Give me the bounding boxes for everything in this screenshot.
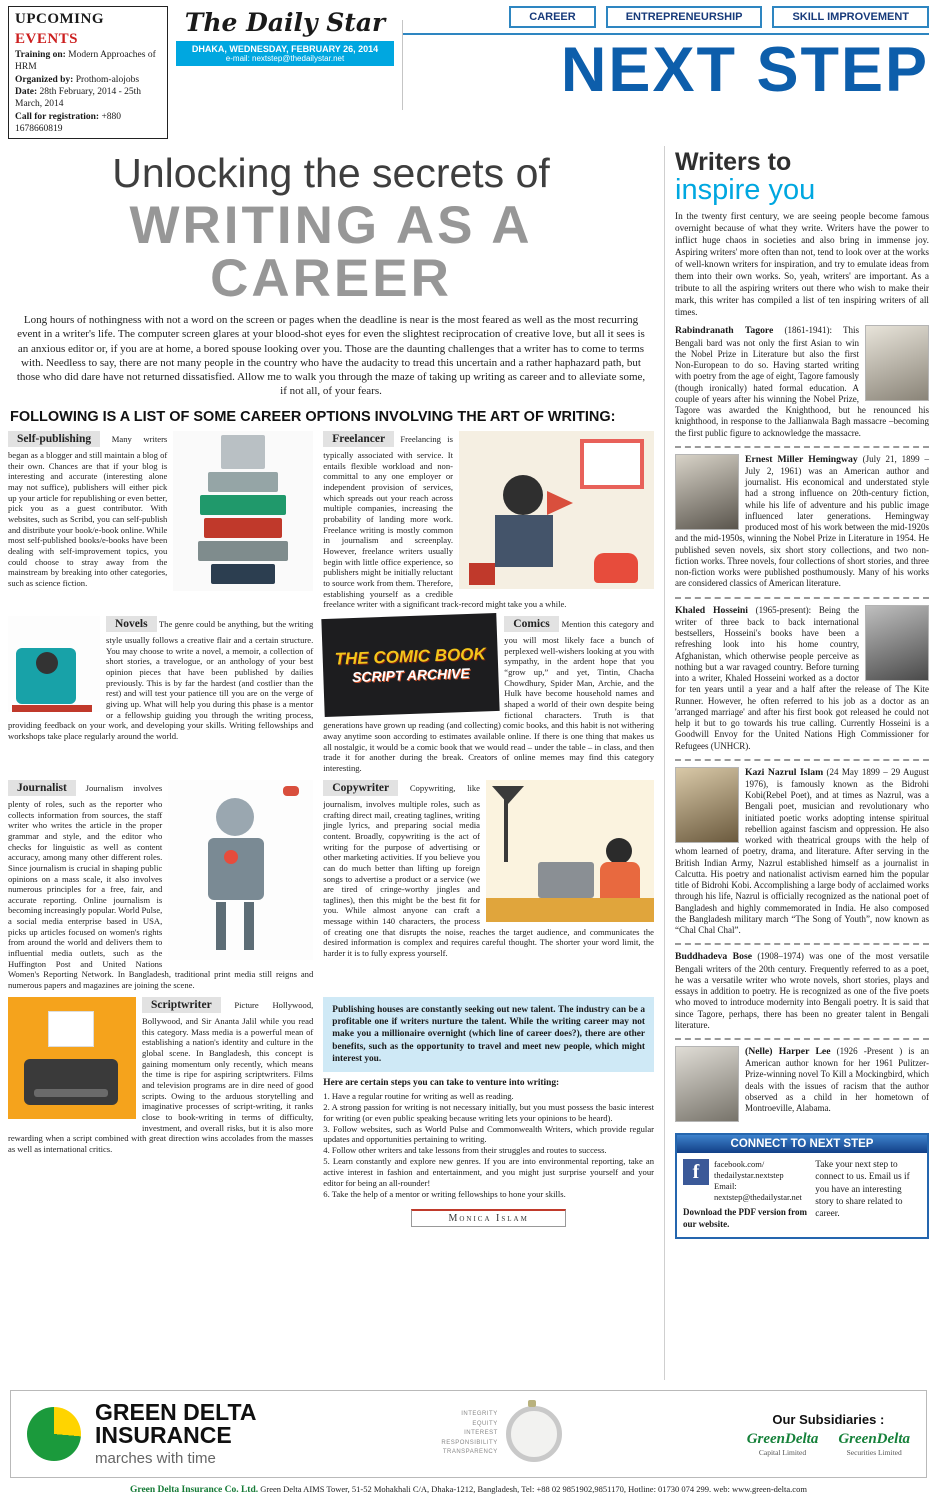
typewriter-paper — [48, 1011, 94, 1047]
highlight-box: Publishing houses are constantly seeking out new talent. The industry can be a profitable one if writers nurture the talent. While the writing career may not make you a millionaire overnight (which line of career does?), there are other benefits, such as the opportunity to travel and meet new people, which might interest you. — [323, 997, 654, 1072]
dashed-divider — [675, 759, 929, 761]
ad-brand-line2: INSURANCE — [95, 1422, 232, 1448]
ad-tagline: marches with time — [95, 1450, 216, 1467]
sections-row-2 — [8, 616, 654, 774]
robot-journalist-body — [208, 838, 264, 900]
inspire-title-line1: Writers to — [675, 148, 792, 176]
upcoming-events-box — [8, 6, 168, 139]
section-title: Freelancer — [323, 431, 394, 447]
laptop — [538, 862, 594, 898]
harper-lee-photo — [675, 1046, 739, 1122]
writer-entry-hemingway — [675, 454, 929, 590]
inspire-intro: In the twenty first century, we are seeing people become famous overnight because of what they write. Writers have the power to inflict huge chaos in societies and also bring in immense joy. Aspiring writers' more often than not, tend to look over at the works of well-known writers for inspiration, and try to emulate ideas from them into their own works. So, yeah, writers' are important. As a tribute to all the aspiring writers out there who wish to make their mark, this writer has compiled a list of ten inspiring writers of all times. — [675, 212, 929, 318]
subsidiary-securities — [838, 1431, 910, 1457]
daily-star-logo: The Daily Star — [184, 8, 386, 37]
comic-title-line2: SCRIPT ARCHIVE — [352, 664, 471, 685]
event-text: Modern Approaches of HRM — [15, 50, 156, 73]
events-title-events: EVENTS — [15, 30, 79, 47]
book-stack — [12, 705, 92, 712]
pocket-watch-icon — [506, 1406, 562, 1462]
ad-brand-line1: GREEN DELTA — [95, 1399, 257, 1425]
events-title-upcoming: UPCOMING — [15, 11, 104, 27]
writer-name: Buddhadeva Bose — [675, 951, 753, 963]
section-freelancer — [323, 431, 654, 610]
writer-dates: (1908–1974) — [752, 951, 810, 962]
event-label: Training on: — [15, 50, 66, 60]
step-item: 2. A strong passion for writing is not necessary initially, but you must possess the basic interest for writing (or even public speaking because writing lets your opinions to be heard). — [323, 1101, 654, 1123]
subsidiary-name: GreenDelta — [838, 1430, 910, 1447]
event-text: 28th February, 2014 - 25th March, 2014 — [15, 87, 142, 110]
event-line — [15, 111, 161, 136]
writer-dates: (July 21, 1899 – July 2, 1961) — [745, 453, 929, 476]
freelancer-shirt — [495, 515, 553, 567]
footer-website[interactable]: www.green-delta.com — [731, 1484, 807, 1494]
subsidiary-subtitle: Capital Limited — [758, 1447, 807, 1457]
copywriter-body — [600, 862, 640, 898]
subsidiaries-label: Our Subsidiaries : — [772, 1411, 885, 1427]
section-body: Mention this category and you will most likely face a bunch of perplexed well-wishers looking at you with sympathy, in the ardent hope that you “grow up,” and yet, Tintin, Chacha Chowdhury, Spider Man, Archie, and the Hulk have become household names and shaped a world of their own despite being fictional characters. Truth is that generations have grown up reading (and collecting) comic books, and this habit is not withering away anytime soon according to estimates available online. If there is one thing that makes us all nostalgic, it would be a comic book that we would read – under the table – in class, and then trade it for another during the break. Creators of online memes may find this category interesting. — [323, 618, 654, 773]
section-comics — [323, 616, 654, 774]
event-line — [15, 86, 161, 111]
comic-title-line1: THE COMIC BOOK — [334, 644, 487, 669]
section-novels — [8, 616, 313, 774]
footer-address: Green Delta AIMS Tower, 51-52 Mohakhali C/A, Dhaka-1212, Bangladesh, Tel: +88 02 9851902,9851170, Hotline: 01730 074 299. web: — [258, 1484, 732, 1494]
robot-body-part — [204, 518, 282, 538]
writer-dates: (24 May 1899 – 29 August 1976), — [745, 766, 929, 789]
robot-head — [221, 435, 265, 469]
watch-word: INTEREST — [464, 1430, 498, 1437]
section-title: Novels — [106, 616, 157, 632]
typewriter — [24, 1059, 118, 1105]
robot-heart — [224, 850, 238, 864]
facebook-icon: f — [683, 1159, 709, 1185]
step-item: 5. Learn constantly and explore new genres. If you are into environmental reporting, take an active interest in fashion and entertainment, and you might just surprise yourself and your editor for being an all-rounder! — [323, 1156, 654, 1188]
robot-body-part — [208, 472, 278, 492]
subsidiary-name: GreenDelta — [746, 1430, 819, 1447]
section-journalist — [8, 780, 313, 991]
watch-crown — [528, 1400, 536, 1407]
writer-name: Kazi Nazrul Islam — [745, 766, 824, 778]
connect-right-text: Take your next step to connect to us. Email us if you have an interesting story to share related to career. — [815, 1160, 910, 1220]
inspire-title-line2: inspire you — [675, 174, 816, 206]
copywriter-head — [606, 838, 632, 864]
connect-header: CONNECT TO NEXT STEP — [677, 1135, 927, 1153]
desk — [486, 898, 654, 922]
section-body: Many writers began as a blogger and still maintain a blog of their own. Chances are that if your blog is interesting and accurate (interesting alone may not suffice), publishers will either pick up your article for republishing or even better, pick you as a guest contributor. With websites, such as Scribd, you can self-publish and distribute your book/e-book online. While most self-published books/e-books have been dealing with self-improvement topics, you could choose to stray away from the mainstream by breaking into other categories, such as science fiction. — [8, 433, 168, 588]
freelancer-head — [503, 475, 543, 515]
dateline: DHAKA, WEDNESDAY, FEBRUARY 26, 2014 — [191, 44, 379, 54]
writer-bio: Being the writer of three back to back international bestsellers, Hosseini's books have been a refreshing look into his home country, Afghanistan, which otherwise people perceive as nothing but a war ravaged country. Before turning into a writer, Khaled Hosseini worked as a doctor for ten years until a year and a half after the release of The Kite Runner. However, he often referred to his job as a doctor as an 'arranged marriage' and after his first book got released he could not help it but to go towards his true calling. Currently Hosseini is a Goodwill Envoy for the United Nations High Commissioner for Refugees (UNHCR). — [675, 604, 929, 751]
hemingway-photo — [675, 454, 739, 530]
writer-dates: (1965-present): — [747, 604, 819, 615]
writer-bio: was an American author and journalist. His economical and understated style had a strong influence on 20th-century fiction, while his life of adventure and his public image influenced later generations. Hemingway produced most of his work between the mid-1920s and the mid-1950s, winning the Nobel Prize in Literature in 1954. He published seven novels, six short story collections, and two non-fiction works. Three novels, four collections of short stories, and three non-fiction works were published posthumously. Many of his works are considered classics of American literature. — [675, 465, 930, 589]
dashed-divider — [675, 943, 929, 945]
section-title: Scriptwriter — [142, 997, 221, 1013]
writer-bio: This Bengali bard was not only the first Asian to win the Nobel Prize in Literature but also the first Non-European to do so. Having started writing with poetry from the age of eight, Tagore famously (though ironically) hated formal education. A couple of years after his winning the Nobel Prize, Tagore was awarded the Knighthood, but he renounced his knighthood, in response to the Jallianwala Bagh massacre –becoming the first public figure to acknowledge the massacre. — [675, 325, 929, 438]
connect-email[interactable]: Email: nextstep@thedailystar.net — [714, 1181, 802, 1203]
self-publishing-illustration — [173, 431, 313, 591]
reader-figure — [36, 652, 58, 674]
step-item: 4. Follow other writers and take lessons from their struggles and routes to success. — [323, 1145, 607, 1156]
comics-illustration — [322, 613, 500, 717]
event-label: Call for registration: — [15, 111, 100, 122]
scriptwriter-illustration — [8, 997, 136, 1119]
dashed-divider — [675, 1038, 929, 1040]
download-pdf-link[interactable]: Download the PDF version from our website. — [683, 1207, 807, 1229]
freelancer-illustration — [459, 431, 654, 589]
events-title — [15, 10, 161, 49]
career-options-heading: FOLLOWING IS A LIST OF SOME CAREER OPTIONS INVOLVING THE ART OF WRITING: — [10, 408, 616, 425]
small-bird — [283, 786, 299, 796]
event-text: +880 1678660819 — [15, 111, 122, 135]
watch-word: TRANSPARENCY — [442, 1449, 498, 1456]
article-intro: Long hours of nothingness with not a word on the screen or pages when the deadline is near is the most feared as well as the most recurring event in a writer's life. The computer screen glares at your blood-shot eyes for even the slightest reciprocation of creative love, but all it sees is an anxious editor or, if you are at home, a bored spouse looking over you. Those are the daunting challenges that a writer has to come to terms with. Needless to say, there are not many people in the country who have the audacity to tread this uncertain and a rather haphazard path, but those who did dare have not returned dissatisfied. Allow me to walk you through the maze of taking up writing as career and to alleviate some, if not all, of your fears. — [16, 314, 646, 398]
footer-company: Green Delta Insurance Co. Ltd. — [130, 1485, 259, 1495]
writer-name: Rabindranath Tagore — [675, 325, 774, 337]
event-label: Date: — [15, 87, 38, 98]
wall-frame — [580, 439, 644, 489]
section-title: Journalist — [8, 780, 76, 796]
green-delta-logo-icon — [27, 1407, 81, 1461]
category-tabs — [403, 6, 929, 35]
watch-word: RESPONSIBILITY — [441, 1439, 498, 1446]
connect-box — [675, 1133, 929, 1239]
nazrul-photo — [675, 767, 739, 843]
dateline-band — [176, 41, 394, 66]
writer-entry-bose — [675, 951, 929, 1031]
watch-word: INTEGRITY — [461, 1411, 498, 1418]
tab-skill-improvement[interactable]: SKILL IMPROVEMENT — [772, 6, 929, 28]
sections-row-1 — [8, 431, 654, 610]
green-delta-brand-block — [95, 1401, 256, 1467]
green-delta-ad — [10, 1390, 927, 1478]
subsidiaries-block — [747, 1412, 910, 1457]
writer-dates: (1861-1941): — [773, 325, 843, 336]
closing-block — [323, 997, 654, 1228]
megaphone — [547, 491, 573, 515]
watch-words — [441, 1410, 497, 1458]
main-content — [0, 142, 937, 1380]
writer-dates: (1926 -Present ) — [830, 1046, 909, 1057]
connect-left — [683, 1159, 807, 1231]
flower-pot — [469, 563, 495, 585]
steps-heading: Here are certain steps you can take to venture into writing: — [323, 1078, 560, 1089]
section-body: Picture Hollywood, Bollywood, and Sir Ananta Jalil while you read this category. Mass media is a powerful mean of establishing a nation's identity and culture in the global scene. In Bangladesh, this concept is gaining momentum only recently, which means the time is ripe for aspiring scriptwriters. Films and television programs are in dire need of good scripts. Owing to the arduous storytelling and imaginative processes of script-writing, it ranks close to book-writing in terms of difficulty, investment, and overall risks, but it is also more rewarding when a script combined with great direction wins accolades from the masses as well as international critics. — [8, 999, 314, 1154]
robot-leg — [244, 902, 254, 950]
section-self-publishing — [8, 431, 313, 610]
section-body: Copywriting, like journalism, involves multiple roles, such as crafting direct mail, creating taglines, writing jingle lyrics, and preparing social media content. Broadly, copywriting is the act of writing for the purpose of advertising or other marketing activities. If you believe you can do much better than lifting up foreign songs to advertise a product or a service (we are tired of cringe-worthy jingles and taglines), then this might be the best fit for you. While almost anyone can craft a message within 140 characters, the process of creating one that disrupts the noise, reaches the target audience, and communicates the desired information is complex and requires careful thought. The shorter your word limit, the harder it is to fully express yourself. — [323, 782, 654, 959]
section-scriptwriter — [8, 997, 313, 1228]
event-line — [15, 74, 161, 86]
section-body: Freelancing is typically associated with service. It entails flexible workload and non-committal to any one employer or independent provision of services, which spreads out your reach across multiple companies, increasing the probability of landing more work. Freelance writing is mostly common in journalism and screenplay. However, freelance writers usually begin with little office experience, so publishers might be initially reluctant to source work from them. Therefore, establishing yourself as a credible freelance writer with a significant track-record might take you a while. — [323, 433, 567, 610]
step-item: 1. Have a regular routine for writing as well as reading. — [323, 1091, 514, 1102]
next-step-brand: NEXT STEP — [560, 35, 929, 105]
subsidiary-capital — [747, 1431, 819, 1457]
watch-area — [270, 1406, 732, 1462]
writer-name: (Nelle) Harper Lee — [745, 1046, 831, 1058]
event-text: Prothom-alojobs — [73, 74, 140, 85]
dashed-divider — [675, 597, 929, 599]
writer-name: Ernest Miller Hemingway — [745, 453, 858, 465]
sections-row-4 — [8, 997, 654, 1228]
section-title: Self-publishing — [8, 431, 100, 447]
writer-name: Khaled Hosseini — [675, 604, 748, 616]
dashed-divider — [675, 446, 929, 448]
lamp-shade — [492, 786, 524, 804]
section-title: Copywriter — [323, 780, 398, 796]
connect-body — [677, 1153, 927, 1237]
article-title-line1: Unlocking the secrets of — [112, 150, 550, 196]
section-body: Journalism involves plenty of roles, such as the reporter who collects information from sources, the staff writer who writes the article in the proper grammar and style, and the editor who checks for linguistic as well as content accuracy, among many other different roles. Since journalism is crucial in shaping public opinions on a mass scale, it also involves numerous principles for a free, fair, and accurate reporting. Online journalism is becoming increasingly popular. World Pulse, a social media enterprise based in USA, picks up articles focused on women's rights from around the world and delivers them to influential media outlets, such as the Huffington Post and United Nations Women's Reporting Network. In Bangladesh, traditional print media still reigns and numerous papers and magazines are joining the scene. — [8, 782, 314, 991]
writer-bio: was one of the most versatile Bengali writers of the 20th century. Frequently referred to as a poet, he was a versatile writer who wrote novels, short stories, plays and essays in addition to poetry. He is recognized as one of the five poets who moved to introduce modernity into Bengali poetry. It is said that since Tagore, perhaps, there has been no greater talent in Bengali literature. — [675, 951, 929, 1030]
robot-body-part — [200, 495, 286, 515]
brand-area — [403, 6, 929, 103]
writer-bio: is famously known as the Bidrohi Kobi(Rebel Poet), and at times as Nazrul, was a Bengali poet, musician and revolutionary who initiated poetic works adopting intense spiritual rebellion against fascism and oppression. He also worked with theatrical groups with the help of whom learned of poetry, drama, and literature. After serving in the British Indian Army, Nazrul established himself as a journalist in Calcutta. His poetry and nationalist activism earned him the popular title of Bidrohi Kobi. Accomplishing a large body of acclaimed works through his life, Nazrul is officially recognized as the national poet of Bangladesh and highly commemorated in India. He also composed the Bangladesh military march “The Song of Youth”, now known as “Chal Chal Chal”. — [675, 778, 930, 936]
watch-word: EQUITY — [472, 1420, 498, 1427]
facebook-url[interactable]: facebook.com/ thedailystar.nextstep — [714, 1159, 784, 1181]
byline-wrap — [323, 1208, 654, 1227]
author-byline: Monica Islam — [411, 1209, 565, 1227]
section-title: Comics — [504, 616, 558, 632]
typewriter-keys — [34, 1089, 108, 1097]
article-column — [8, 146, 665, 1380]
writer-entry-harper-lee — [675, 1046, 929, 1125]
copywriter-illustration — [486, 780, 654, 922]
journalist-illustration — [168, 780, 313, 960]
facebook-link[interactable] — [683, 1159, 807, 1203]
step-item: 3. Follow websites, such as World Pulse and Commonwealth Writers, which provide regular updates and opportunities pertaining to writing. — [323, 1123, 654, 1145]
section-copywriter — [323, 780, 654, 991]
subsidiary-subtitle: Securities Limited — [846, 1447, 902, 1457]
hosseini-photo — [865, 605, 929, 681]
page-header — [0, 0, 937, 142]
masthead — [176, 8, 394, 66]
step-item: 6. Take the help of a mentor or writing fellowships to hone your skills. — [323, 1188, 566, 1199]
tab-entrepreneurship[interactable]: ENTREPRENEURSHIP — [606, 6, 763, 28]
novels-illustration — [8, 616, 100, 712]
tab-career[interactable]: CAREER — [509, 6, 595, 28]
robot-body-part — [211, 564, 275, 584]
event-label: Organized by: — [15, 74, 74, 85]
robot-body-part — [198, 541, 288, 561]
writer-entry-nazrul — [675, 767, 929, 937]
sections-row-3 — [8, 780, 654, 991]
writer-bio: is an American author known for her 1961 Pulitzer-Prize-winning novel To Kill a Mockingbird, which deals with the issues of racism that the author observed as a child in her hometown of Montroeville, Alabama. — [745, 1046, 929, 1114]
robot-leg — [216, 902, 226, 950]
inspire-column — [665, 146, 929, 1380]
section-body: The genre could be anything, but the writing style usually follows a creative flair and a certain structure. You may choose to write a novel, a memoir, a collection of short stories, a travelogue, or an anthology of your best opinion pieces that have been published by dailies previously. This is by far the hardest (and costlier than the rest) and will test your patience till you are on the verge of giving up. What will help you during this phase is a mentor or a fellowship guiding you through the writing process, providing feedback on your work, and developing your skills. Writing fellowships and workshops take place regularly around the world. — [8, 618, 314, 742]
page-footer — [0, 1484, 937, 1495]
writer-entry-hosseini — [675, 605, 929, 752]
tagore-photo — [865, 325, 929, 401]
article-title-line2: WRITING AS A CAREER — [129, 196, 533, 308]
robot-journalist-head — [216, 798, 254, 836]
masthead-email[interactable]: e-mail: nextstep@thedailystar.net — [225, 54, 345, 63]
red-cat — [594, 553, 638, 583]
writer-entry-tagore — [675, 325, 929, 438]
event-line — [15, 49, 161, 74]
